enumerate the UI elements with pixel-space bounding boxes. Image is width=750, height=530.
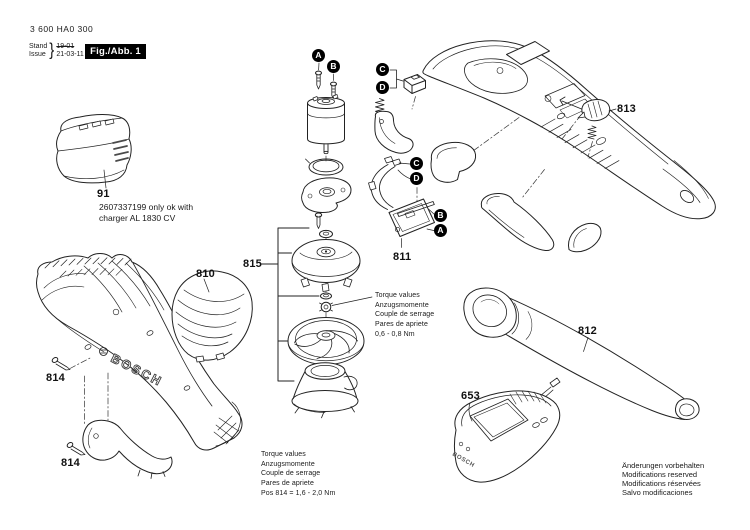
type-number: 3 600 HA0 300 [30, 24, 94, 34]
battery-note-line2: charger AL 1830 CV [99, 213, 176, 224]
superseded-date: 19-01 [56, 42, 75, 50]
current-date: 21-03-11 [56, 50, 84, 58]
label-module-811: 811 [393, 251, 412, 263]
legal-note: Änderungen vorbehalten Modifications reserved Modifications réservées Salvo modificaciones [622, 461, 705, 497]
figure-badge: Fig./Abb. 1 [85, 44, 146, 59]
revision-dates [56, 43, 84, 59]
battery-note [99, 202, 193, 225]
revision-block [29, 42, 84, 59]
label-fan-815: 815 [243, 258, 262, 270]
label-button-813: 813 [617, 103, 636, 115]
revision-words [29, 43, 47, 59]
revision-brace: } [49, 40, 55, 61]
label-charger-653: 653 [461, 390, 480, 402]
callout-a-motor: A [312, 49, 325, 62]
stand-label: Stand [29, 42, 48, 50]
callout-b-motor: B [327, 60, 340, 73]
label-tube-812: 812 [578, 325, 597, 337]
label-battery-91: 91 [97, 188, 110, 200]
housing-shell-drawing [423, 41, 715, 219]
battery-note-line1: 2607337199 only ok with [99, 202, 194, 212]
bosch-logo-text: BOSCH [108, 351, 166, 390]
battery-91-drawing [57, 115, 132, 189]
fan-assembly-815-drawing [262, 228, 373, 418]
label-cover-810: 810 [196, 268, 215, 280]
motor-drawing [302, 63, 352, 238]
torque-note-fan: Torque values Anzugsmomente Couple de serrage Pares de apriete 0,6 - 0,8 Nm [375, 292, 435, 338]
callout-d-wiring: D [410, 172, 423, 185]
callout-b-board: B [434, 209, 447, 222]
issue-label: Issue [29, 50, 46, 58]
callout-a-board: A [434, 224, 447, 237]
torque-note-screws: Torque values Anzugsmomente Couple de serrage Pares de apriete Pos 814 = 1,6 - 2,0 Nm [261, 451, 336, 497]
switch-module-811-drawing [369, 157, 435, 248]
callout-d-switch: D [376, 81, 389, 94]
callout-c-switch: C [376, 63, 389, 76]
housing-small-covers-drawing [431, 142, 601, 251]
callout-c-wiring: C [410, 157, 423, 170]
charger-brand-text: BOSCH [451, 451, 476, 470]
housing-cover-810-drawing [172, 271, 252, 362]
label-screw-814-lower: 814 [61, 457, 80, 469]
label-screw-814-upper: 814 [46, 372, 65, 384]
